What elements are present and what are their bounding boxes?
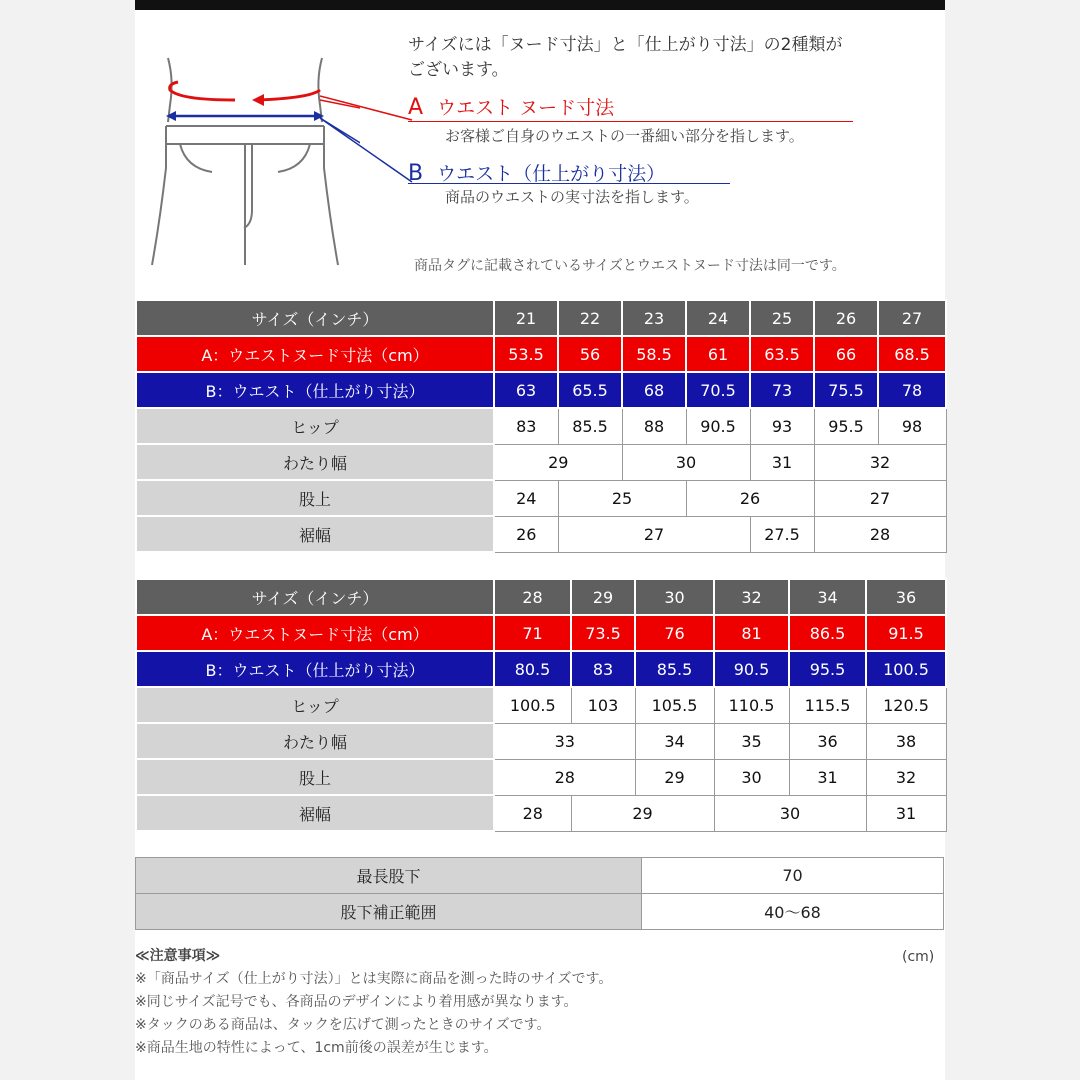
note-item: ※商品生地の特性によって、1cm前後の誤差が生じます。 (135, 1040, 498, 1056)
header-label: サイズ（インチ） (136, 300, 494, 336)
thigh-cell: 35 (714, 723, 789, 759)
hem-cell: 27 (558, 516, 750, 552)
table-row (136, 759, 946, 795)
waist-finished-cell: 63 (494, 372, 558, 408)
waist-finished-cell: 83 (571, 651, 635, 687)
inseam-table (135, 857, 944, 930)
table-row (136, 336, 946, 372)
hip-cell: 100.5 (494, 687, 571, 723)
waist-nude-cell: 61 (686, 336, 750, 372)
thigh-label: わたり幅 (136, 723, 494, 759)
waist-finished-cell: 78 (878, 372, 946, 408)
notes-title: ≪注意事項≫ (135, 948, 221, 964)
size-cell: 21 (494, 300, 558, 336)
table-row (136, 444, 946, 480)
size-cell: 32 (714, 579, 789, 615)
size-cell: 26 (814, 300, 878, 336)
thigh-cell: 29 (494, 444, 622, 480)
waist-nude-cell: 53.5 (494, 336, 558, 372)
label-a-text: ウエスト ヌード寸法 (437, 97, 615, 119)
hip-cell: 115.5 (789, 687, 866, 723)
waist-nude-cell: 73.5 (571, 615, 635, 651)
hem-label: 裾幅 (136, 516, 494, 552)
waist-finished-cell: 75.5 (814, 372, 878, 408)
rise-cell: 31 (789, 759, 866, 795)
intro-line-1: サイズには「ヌード寸法」と「仕上がり寸法」の2種類が (408, 35, 843, 55)
waist-finished-cell: 100.5 (866, 651, 946, 687)
waist-nude-cell: 56 (558, 336, 622, 372)
leader-lines (320, 90, 415, 190)
rise-cell: 28 (494, 759, 635, 795)
waist-nude-cell: 63.5 (750, 336, 814, 372)
waist-nude-cell: 81 (714, 615, 789, 651)
thigh-cell: 33 (494, 723, 635, 759)
thigh-cell: 36 (789, 723, 866, 759)
inseam-range-value: 40〜68 (642, 894, 944, 930)
hip-cell: 105.5 (635, 687, 714, 723)
hip-cell: 93 (750, 408, 814, 444)
rise-cell: 24 (494, 480, 558, 516)
unit-label: (cm) (902, 949, 935, 965)
waist-nude-label: A：ウエストヌード寸法（cm） (136, 615, 494, 651)
thigh-label: わたり幅 (136, 444, 494, 480)
label-b-text: ウエスト（仕上がり寸法） (437, 163, 666, 185)
table-row (136, 480, 946, 516)
size-table-2 (135, 578, 947, 832)
waist-nude-cell: 76 (635, 615, 714, 651)
rise-label: 股上 (136, 759, 494, 795)
hip-cell: 90.5 (686, 408, 750, 444)
thigh-cell: 38 (866, 723, 946, 759)
waist-finished-cell: 85.5 (635, 651, 714, 687)
table-row (136, 300, 946, 336)
table-row (136, 687, 946, 723)
waist-finished-label: B：ウエスト（仕上がり寸法） (136, 651, 494, 687)
thigh-cell: 31 (750, 444, 814, 480)
hip-cell: 95.5 (814, 408, 878, 444)
size-cell: 34 (789, 579, 866, 615)
hem-cell: 27.5 (750, 516, 814, 552)
size-cell: 24 (686, 300, 750, 336)
waist-finished-cell: 70.5 (686, 372, 750, 408)
hip-cell: 85.5 (558, 408, 622, 444)
hem-cell: 30 (714, 795, 866, 831)
table-row (136, 615, 946, 651)
hem-cell: 29 (571, 795, 714, 831)
waist-finished-cell: 73 (750, 372, 814, 408)
hip-cell: 103 (571, 687, 635, 723)
hip-cell: 120.5 (866, 687, 946, 723)
size-cell: 30 (635, 579, 714, 615)
waist-finished-cell: 95.5 (789, 651, 866, 687)
rise-cell: 25 (558, 480, 686, 516)
thigh-cell: 30 (622, 444, 750, 480)
size-cell: 23 (622, 300, 686, 336)
label-a-description: お客様ご自身のウエストの一番細い部分を指します。 (445, 127, 804, 145)
rise-label: 股上 (136, 480, 494, 516)
inseam-range-label: 股下補正範囲 (136, 894, 642, 930)
size-table-1 (135, 299, 947, 553)
tag-note: 商品タグに記載されているサイズとウエストヌード寸法は同一です。 (414, 258, 846, 274)
label-b-description: 商品のウエストの実寸法を指します。 (445, 188, 699, 206)
rise-cell: 32 (866, 759, 946, 795)
notes-section (135, 945, 945, 1060)
note-item: ※「商品サイズ（仕上がり寸法）」とは実際に商品を測った時のサイズです。 (135, 971, 613, 987)
waist-nude-cell: 91.5 (866, 615, 946, 651)
table-row (136, 408, 946, 444)
hip-cell: 83 (494, 408, 558, 444)
table-row (136, 372, 946, 408)
rise-cell: 26 (686, 480, 814, 516)
header-label: サイズ（インチ） (136, 579, 494, 615)
note-item: ※タックのある商品は、タックを広げて測ったときのサイズです。 (135, 1017, 551, 1033)
label-b-underline (408, 183, 730, 184)
hem-cell: 31 (866, 795, 946, 831)
hem-cell: 26 (494, 516, 558, 552)
waist-finished-cell: 68 (622, 372, 686, 408)
size-cell: 28 (494, 579, 571, 615)
label-a-underline (408, 121, 853, 122)
rise-cell: 30 (714, 759, 789, 795)
size-cell: 27 (878, 300, 946, 336)
table-row (136, 858, 944, 894)
hip-label: ヒップ (136, 687, 494, 723)
waist-finished-cell: 90.5 (714, 651, 789, 687)
hip-cell: 88 (622, 408, 686, 444)
waist-nude-cell: 71 (494, 615, 571, 651)
max-inseam-label: 最長股下 (136, 858, 642, 894)
size-cell: 29 (571, 579, 635, 615)
size-cell: 22 (558, 300, 622, 336)
arrow-red-icon (252, 94, 264, 106)
label-b-letter: B (408, 161, 424, 186)
top-bar (135, 0, 945, 10)
size-cell: 25 (750, 300, 814, 336)
hip-cell: 98 (878, 408, 946, 444)
hem-cell: 28 (494, 795, 571, 831)
max-inseam-value: 70 (642, 858, 944, 894)
table-row (136, 894, 944, 930)
table-row (136, 579, 946, 615)
waist-nude-cell: 68.5 (878, 336, 946, 372)
table-row (136, 723, 946, 759)
waist-nude-cell: 58.5 (622, 336, 686, 372)
intro-text (408, 33, 948, 83)
size-cell: 36 (866, 579, 946, 615)
waist-nude-cell: 66 (814, 336, 878, 372)
label-a (408, 93, 614, 120)
waist-finished-cell: 80.5 (494, 651, 571, 687)
waist-nude-label: A：ウエストヌード寸法（cm） (136, 336, 494, 372)
table-row (136, 795, 946, 831)
label-b (408, 159, 665, 186)
thigh-cell: 34 (635, 723, 714, 759)
hip-cell: 110.5 (714, 687, 789, 723)
rise-cell: 27 (814, 480, 946, 516)
hip-label: ヒップ (136, 408, 494, 444)
table-row (136, 651, 946, 687)
note-item: ※同じサイズ記号でも、各商品のデザインにより着用感が異なります。 (135, 994, 578, 1010)
waist-nude-cell: 86.5 (789, 615, 866, 651)
label-a-letter: A (408, 95, 424, 120)
thigh-cell: 32 (814, 444, 946, 480)
hem-label: 裾幅 (136, 795, 494, 831)
waist-finished-cell: 65.5 (558, 372, 622, 408)
table-row (136, 516, 946, 552)
waist-finished-label: B：ウエスト（仕上がり寸法） (136, 372, 494, 408)
intro-line-2: ございます。 (408, 60, 509, 80)
rise-cell: 29 (635, 759, 714, 795)
hem-cell: 28 (814, 516, 946, 552)
